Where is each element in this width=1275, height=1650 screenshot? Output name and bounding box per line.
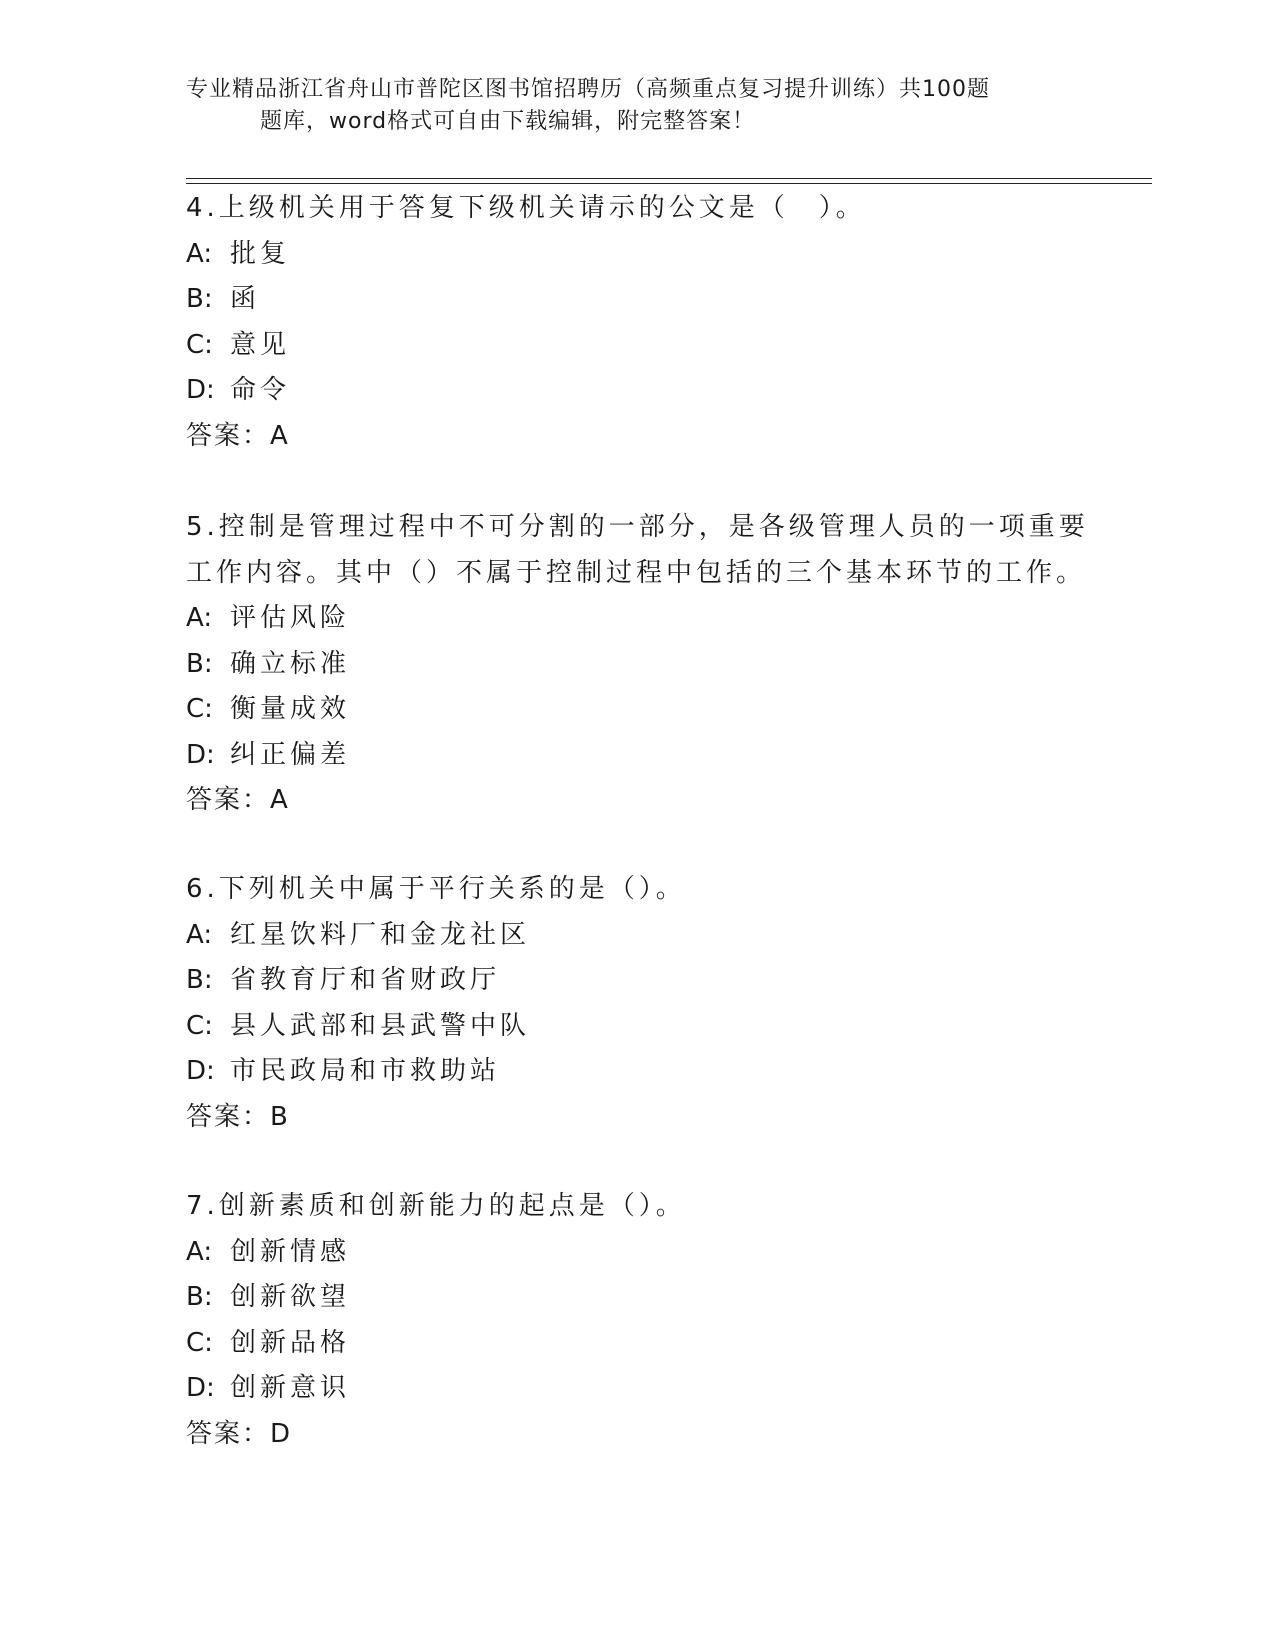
answer-label: 答案：B — [186, 1101, 290, 1132]
question-stem: 4.上级机关用于答复下级机关请示的公文是（ ）。 — [186, 193, 866, 223]
option-text: 市民政局和市救助站 — [230, 1056, 501, 1086]
option-d — [186, 1366, 1086, 1412]
option-key: D: — [186, 1056, 215, 1086]
option-c — [186, 1321, 1086, 1367]
option-key: C: — [186, 329, 213, 360]
option-c — [186, 1004, 1086, 1050]
question-stem: 7.创新素质和创新能力的起点是（）。 — [186, 1191, 686, 1221]
answer-label: 答案：A — [186, 785, 290, 815]
option-key: C: — [186, 1327, 213, 1358]
answer-label: 答案：A — [186, 420, 290, 451]
option-text: 省教育厅和省财政厅 — [230, 965, 501, 995]
option-text: 函 — [230, 284, 261, 314]
option-key: D: — [186, 375, 215, 405]
option-c — [186, 323, 1086, 369]
option-text: 衡量成效 — [230, 694, 351, 724]
option-key: A: — [186, 238, 213, 269]
option-a — [186, 1230, 1086, 1276]
option-key: D: — [186, 739, 215, 770]
option-a — [186, 913, 1086, 959]
document-header — [186, 74, 1076, 138]
option-text: 确立标准 — [230, 648, 351, 679]
option-key: A: — [186, 603, 213, 633]
option-a — [186, 596, 1086, 642]
option-d — [186, 368, 1086, 414]
question-4 — [186, 186, 1086, 459]
option-text: 创新意识 — [230, 1373, 351, 1403]
question-stem: 5.控制是管理过程中不可分割的一部分，是各级管理人员的一项重要 — [186, 512, 1089, 542]
question-stem: 6.下列机关中属于平行关系的是（）。 — [186, 874, 686, 904]
option-c — [186, 687, 1086, 733]
option-key: B: — [186, 1282, 213, 1312]
option-key: C: — [186, 1010, 213, 1041]
option-b — [186, 642, 1086, 688]
option-text: 创新品格 — [230, 1327, 351, 1358]
header-double-rule — [186, 178, 1152, 184]
question-7 — [186, 1184, 1086, 1457]
option-key: B: — [186, 648, 213, 679]
option-text: 创新欲望 — [230, 1282, 351, 1312]
option-text: 纠正偏差 — [230, 739, 351, 770]
option-b — [186, 277, 1086, 323]
option-key: A: — [186, 919, 213, 950]
option-b — [186, 958, 1086, 1004]
header-title-line-2: 题库，word格式可自由下载编辑，附完整答案！ — [260, 109, 756, 134]
option-text: 意见 — [230, 329, 291, 360]
question-5 — [186, 505, 1089, 824]
question-stem-continued: 工作内容。其中（）不属于控制过程中包括的三个基本环节的工作。 — [186, 557, 1087, 588]
option-a — [186, 232, 1086, 278]
header-title-line-1: 专业精品浙江省舟山市普陀区图书馆招聘历（高频重点复习提升训练）共100题 — [186, 77, 990, 102]
question-6 — [186, 867, 1086, 1140]
option-key: A: — [186, 1236, 213, 1267]
option-key: D: — [186, 1373, 215, 1403]
option-key: C: — [186, 694, 213, 724]
option-text: 命令 — [230, 375, 291, 405]
option-b — [186, 1275, 1086, 1321]
option-text: 创新情感 — [230, 1236, 351, 1267]
option-key: B: — [186, 965, 213, 995]
option-d — [186, 733, 1086, 779]
option-d — [186, 1049, 1086, 1095]
option-text: 评估风险 — [230, 603, 351, 633]
option-text: 县人武部和县武警中队 — [230, 1010, 531, 1041]
option-key: B: — [186, 284, 213, 314]
answer-label: 答案：D — [186, 1418, 293, 1449]
option-text: 红星饮料厂和金龙社区 — [230, 919, 531, 950]
option-text: 批复 — [230, 238, 291, 269]
